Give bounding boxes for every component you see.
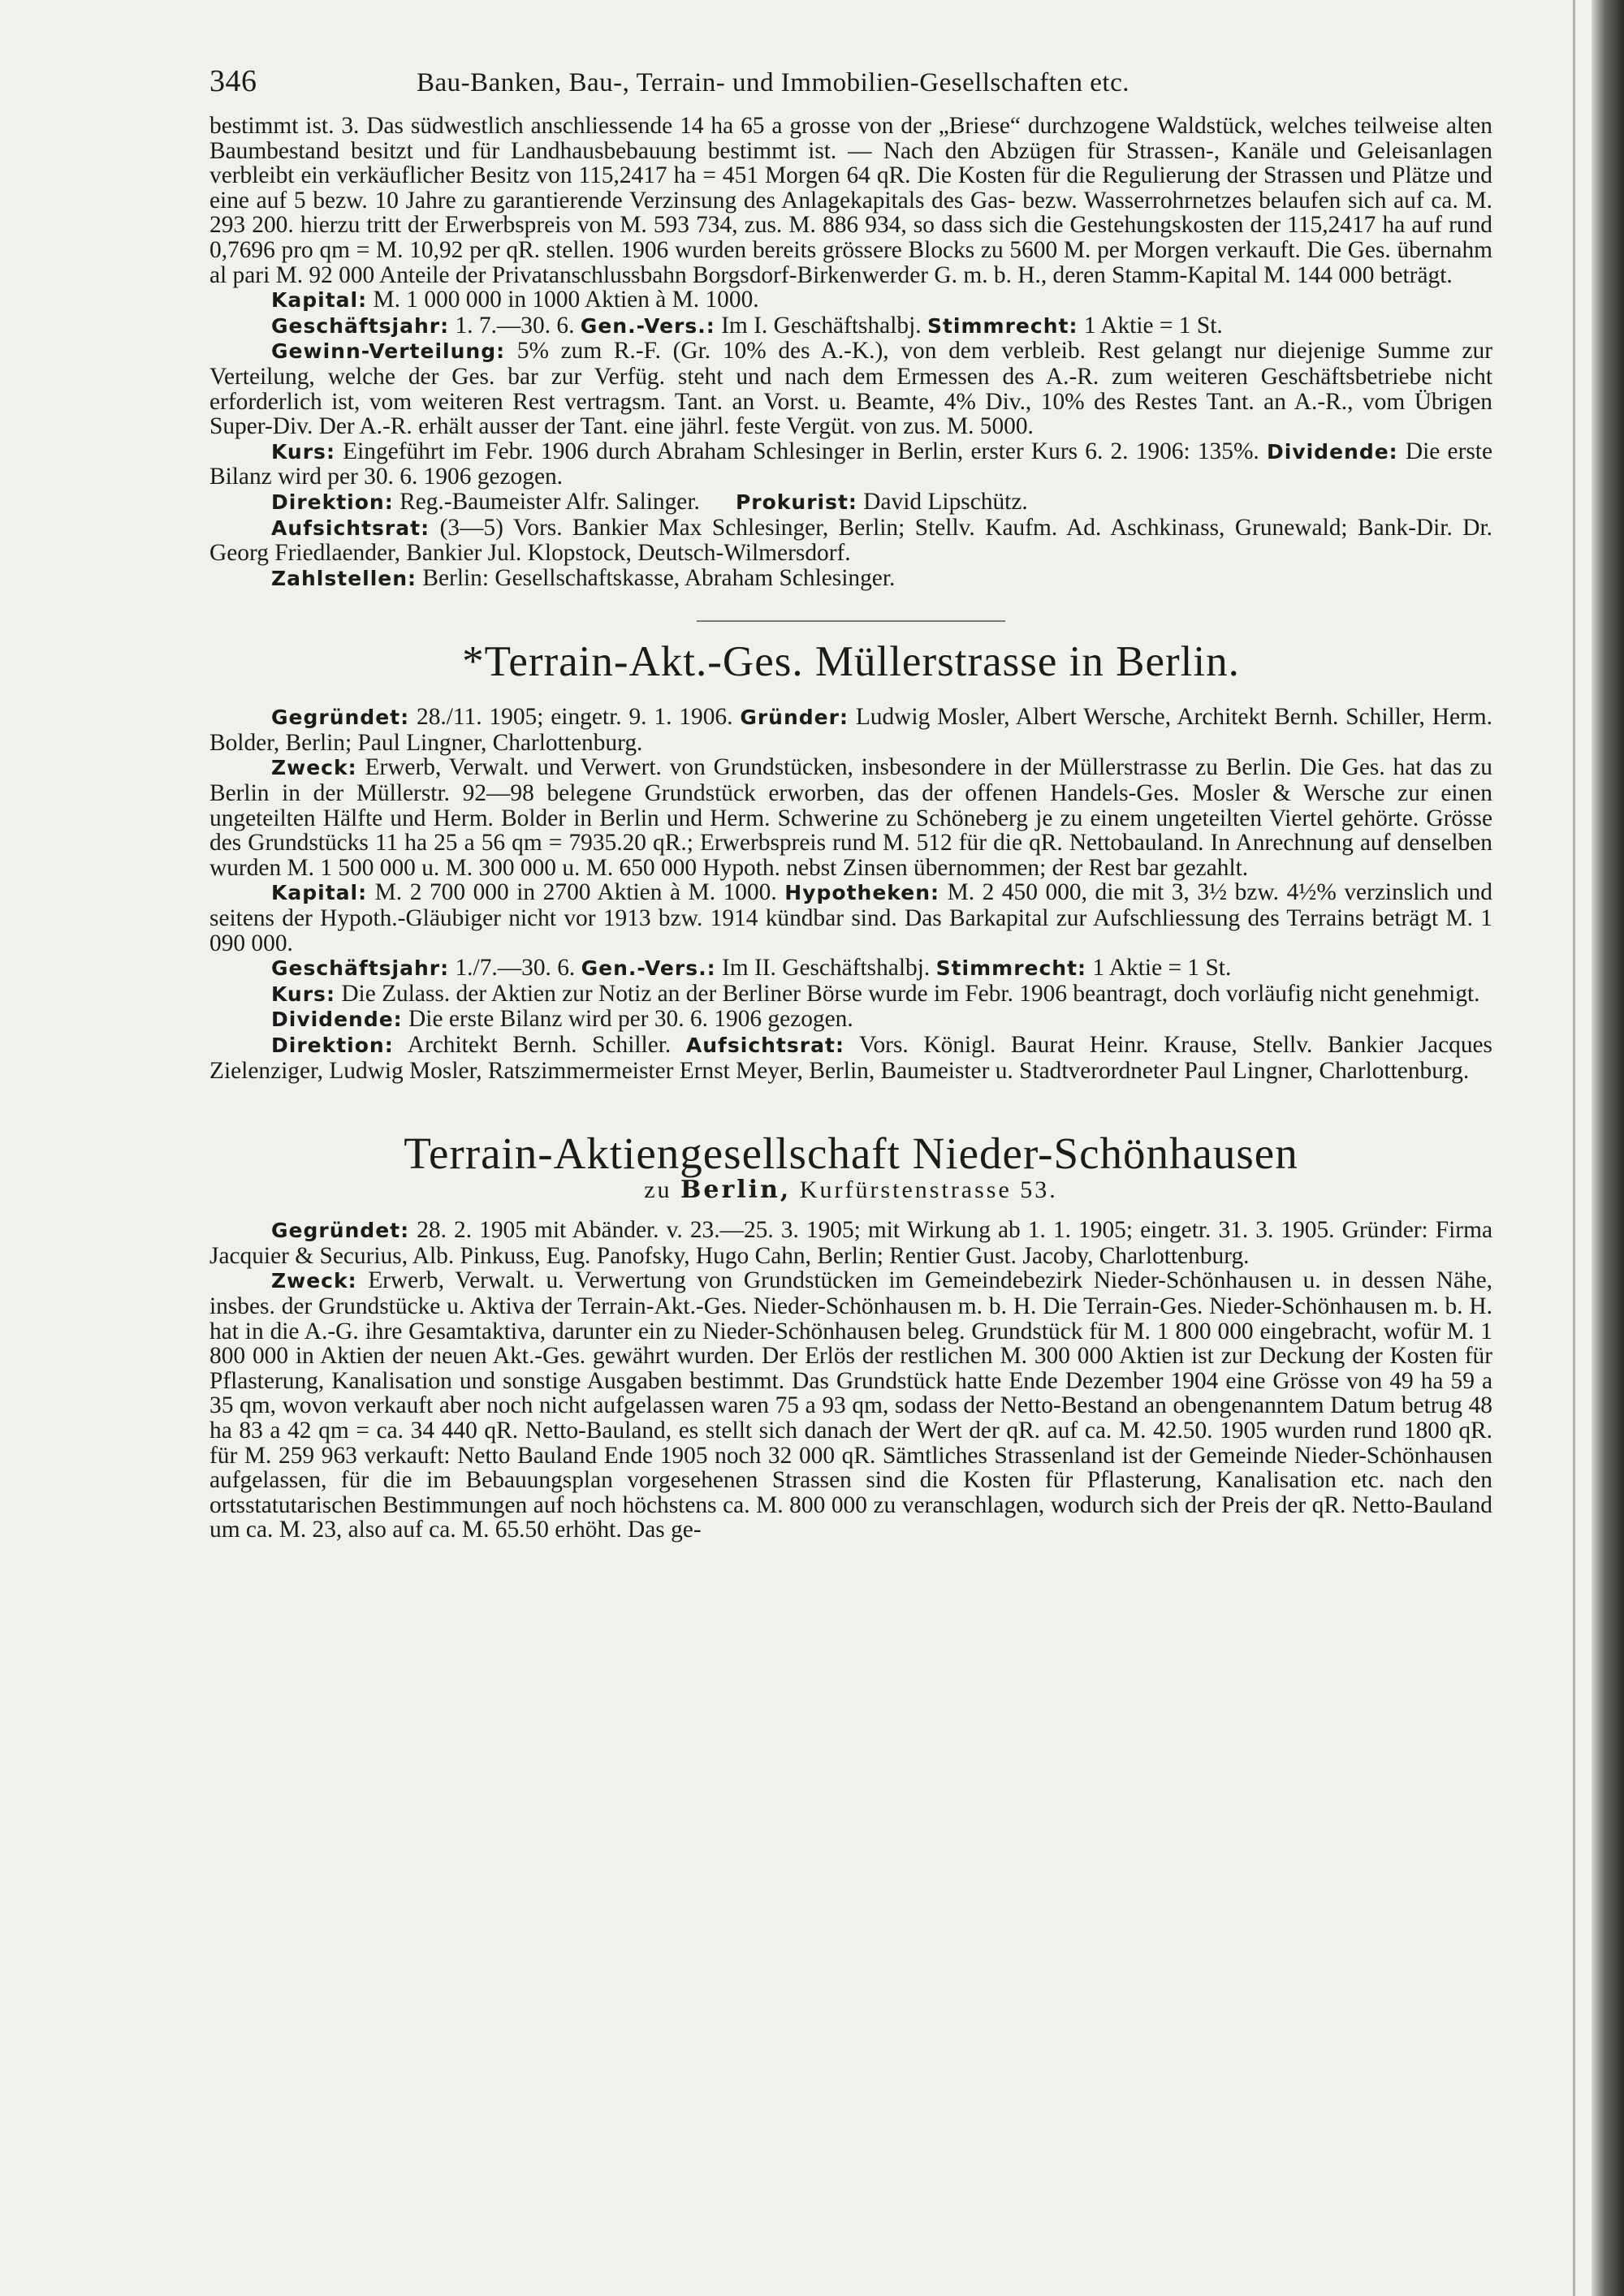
- gewinn-label: Gewinn-Verteilung:: [271, 339, 506, 364]
- company-heading-muellerstrasse: *Terrain-Akt.-Ges. Müllerstrasse in Berlin.: [462, 638, 1240, 686]
- dividende-label: Dividende:: [1267, 439, 1398, 464]
- dividende-entry: [209, 1007, 1492, 1033]
- gewinn-text: 5% zum R.-F. (Gr. 10% des A.-K.), von dem verbleib. Rest gelangt nur diejenige Summe zur Verteilung, welche der Ges. bar zur Verfüg. steht und nach dem Ermessen des A.-R. zum weiteren Geschäftsbetriebe nicht erforderlich ist, vom weiteren Rest vertragsm. Tant. an Vorst. u. Beamte, 4% Div., 10% des Restes Tant. an A.-R., vom Übrigen Super-Div. Der A.-R. erhält ausser der Tant. eine jährl. feste Vergüt. von zus. M. 5000.: [209, 338, 1492, 440]
- hypotheken-text: M. 2 450 000, die mit 3, 3½ bzw. 4½% verzinslich und seitens der Hypoth.-Gläubiger nicht vor 1913 bzw. 1914 kündbar sind. Das Barkapital zur Aufschliessung des Terrains beträgt M. 1 090 000.: [209, 879, 1492, 956]
- gegruendet-label: Gegründet:: [271, 1219, 410, 1243]
- geschaeftsjahr-text: 1. 7.—30. 6.: [455, 312, 575, 339]
- zweck-label: Zweck:: [271, 756, 357, 780]
- gewinn-entry: [209, 339, 1492, 438]
- stimmrecht-label: Stimmrecht:: [935, 956, 1087, 981]
- prokurist-label: Prokurist:: [735, 490, 857, 514]
- running-title: Bau-Banken, Bau-, Terrain- und Immobilien-Gesellschaften etc.: [417, 68, 1129, 97]
- kurs-text: Die Zulass. der Aktien zur Notiz an der Berliner Börse wurde im Febr. 1906 beantragt, doch vorläufig nicht genehmigt.: [341, 980, 1480, 1007]
- kapital-label: Kapital:: [271, 288, 368, 313]
- geschaeftsjahr-entry: [209, 956, 1492, 982]
- gruender-text: Ludwig Mosler, Albert Wersche, Architekt Bernh. Schiller, Herm. Bolder, Berlin; Paul Lingner, Charlottenburg.: [209, 704, 1492, 756]
- company-heading-nieder-schoenhausen: Terrain-Aktiengesellschaft Nieder-Schönhausen: [404, 1129, 1298, 1179]
- zweck-text: Erwerb, Verwalt. u. Verwertung von Grundstücken im Gemeindebezirk Nieder-Schönhausen u. in dessen Nähe, insbes. der Grundstücke u. Aktiva der Terrain-Akt.-Ges. Nieder-Schönhausen m. b. H. Die Terrain-Ges. Nieder-Schönhausen m. b. H. hat in die A.-G. ihre Gesamtaktiva, darunter ein zu Nieder-Schönhausen beleg. Grundstück für M. 1 800 000 eingebracht, wofür M. 1 800 000 in Aktien der neuen Akt.-Ges. gewährt wurden. Der Erlös der restlichen M. 300 000 Aktien ist zur Deckung der Kosten für Pflasterung, Kanalisation und sonstige Ausgaben bestimmt. Das Grundstück hatte Ende Dezember 1904 eine Grösse von 49 ha 59 a 35 qm, wovon verkauft aber noch nicht aufgelassen waren 75 a 93 qm, sodass der Netto-Bestand an obengenanntem Datum betrug 48 ha 83 a 42 qm = ca. 34 440 qR. Netto-Bauland, es stellt sich danach der Wert der qR. auf ca. M. 42.50. 1905 wurden rund 1800 qR. für M. 259 963 verkauft: Netto Bauland Ende 1905 noch 32 000 qR. Sämtliches Strassenland ist der Gemeinde Nieder-Schönhausen aufgelassen, für die im Bebauungsplan vorgesehenen Strassen sind die Kosten für Pflasterung, Kanalisation etc. nach den ortsstatutarischen Bestimmungen auf noch höchstens ca. M. 800 000 zu veranschlagen, wodurch sich der Preis der qR. Netto-Bauland um ca. M. 23, also auf ca. M. 65.50 erhöht. Das ge-: [209, 1267, 1492, 1543]
- kurs-label: Kurs:: [271, 982, 335, 1006]
- prokurist-text: David Lipschütz.: [863, 488, 1028, 515]
- page-number: 346: [209, 64, 257, 98]
- genvers-label: Gen.-Vers.:: [580, 313, 715, 338]
- gegruendet-text: 28. 2. 1905 mit Abänder. v. 23.—25. 3. 1905; mit Wirkung ab 1. 1. 1905; eingetr. 31. 3. 1905. Gründer: Firma Jacquier & Securius, Alb. Pinkuss, Eug. Panofsky, Hugo Cahn, Berlin; Rentier Gust. Jacoby, Charlottenburg.: [209, 1217, 1492, 1269]
- zweck-text: Erwerb, Verwalt. und Verwert. von Grundstücken, insbesondere in der Müllerstrasse zu Berlin. Die Ges. hat das zu Berlin in der Müllerstr. 92—98 belegene Grundstück erworben, das der offenen Handels-Ges. Mosler & Wersche zur einen ungeteilten Hälfte und Herm. Bolder in Berlin und Herm. Schwerine zu Schöneberg je zu einem ungeteilten Viertel gehörte. Grösse des Grundstücks 11 ha 25 a 56 qm = 7935.20 qR.; Erwerbspreis rund M. 512 für die qR. Nettobauland. In Anrechnung auf denselben wurden M. 1 500 000 u. M. 300 000 u. M. 650 000 Hypoth. nebst Zinsen übernommen; der Rest bar gezahlt.: [209, 754, 1492, 881]
- zweck-label: Zweck:: [271, 1269, 357, 1293]
- stimmrecht-text: 1 Aktie = 1 St.: [1083, 312, 1223, 339]
- aufsichtsrat-entry: [209, 516, 1492, 566]
- zweck-entry: [209, 755, 1492, 880]
- dividende-text: Die erste Bilanz wird per 30. 6. 1906 gezogen.: [209, 438, 1493, 490]
- kurs-label: Kurs:: [271, 439, 335, 464]
- direktion-text: Architekt Bernh. Schiller.: [407, 1032, 672, 1058]
- gegruendet-label: Gegründet:: [271, 706, 410, 730]
- geschaeftsjahr-label: Geschäftsjahr:: [271, 313, 450, 338]
- scan-shadow-line: [1573, 0, 1575, 2296]
- section-divider: [697, 620, 1005, 622]
- company-address: [209, 1177, 1492, 1203]
- direktion-label: Direktion:: [271, 1034, 394, 1057]
- gegruendet-entry: [209, 1218, 1492, 1268]
- kapital-label: Kapital:: [271, 881, 368, 905]
- dividende-label: Dividende:: [271, 1008, 403, 1032]
- direktion-text: Reg.-Baumeister Alfr. Salinger.: [400, 488, 700, 515]
- direktion-label: Direktion:: [271, 490, 394, 514]
- genvers-text: Im II. Geschäftshalbj.: [721, 955, 931, 982]
- gruender-label: Gründer:: [740, 706, 849, 730]
- genvers-text: Im I. Geschäftshalbj.: [721, 312, 922, 339]
- kurs-entry: [209, 982, 1492, 1008]
- kapital-entry: [209, 287, 1492, 313]
- gegruendet-entry: [209, 705, 1492, 755]
- kapital-text: M. 2 700 000 in 2700 Aktien à M. 1000.: [374, 879, 777, 906]
- stimmrecht-text: 1 Aktie = 1 St.: [1092, 955, 1232, 982]
- document-page: [209, 57, 1492, 1543]
- hypotheken-label: Hypotheken:: [784, 881, 939, 905]
- book-spine-edge: [1592, 0, 1624, 2296]
- zahlstellen-entry: [209, 566, 1492, 592]
- aufsichtsrat-label: Aufsichtsrat:: [685, 1034, 844, 1057]
- zweck-entry: [209, 1268, 1492, 1543]
- aufsichtsrat-label: Aufsichtsrat:: [271, 516, 430, 540]
- geschaeftsjahr-label: Geschäftsjahr:: [271, 956, 450, 981]
- aufsichtsrat-text: (3—5) Vors. Bankier Max Schlesinger, Berlin; Stellv. Kaufm. Ad. Aschkinass, Grunewald; Bank-Dir. Dr. Georg Friedlaender, Bankier Jul. Klopstock, Deutsch-Wilmersdorf.: [209, 514, 1492, 567]
- kapital-entry: [209, 880, 1492, 956]
- kurs-entry: [209, 439, 1492, 490]
- geschaeftsjahr-entry: [209, 313, 1492, 339]
- running-header: [209, 57, 1492, 106]
- stimmrecht-label: Stimmrecht:: [926, 313, 1078, 338]
- dividende-text: Die erste Bilanz wird per 30. 6. 1906 gezogen.: [408, 1006, 853, 1033]
- zahlstellen-text: Berlin: Gesellschaftskasse, Abraham Schlesinger.: [422, 564, 896, 591]
- address-city: Berlin,: [680, 1176, 792, 1205]
- genvers-label: Gen.-Vers.:: [581, 956, 716, 981]
- geschaeftsjahr-text: 1./7.—30. 6.: [455, 955, 576, 982]
- aufsichtsrat-text: Vors. Königl. Baurat Heinr. Krause, Stellv. Bankier Jacques Zielenziger, Ludwig Mosler, Ratszimmermeister Ernst Meyer, Berlin, Baumeister u. Stadtverordneter Paul Lingner, Charlottenburg.: [209, 1032, 1492, 1084]
- gegruendet-text: 28./11. 1905; eingetr. 9. 1. 1906.: [417, 704, 733, 731]
- continuation-paragraph: bestimmt ist. 3. Das südwestlich anschliessende 14 ha 65 a grosse von der „Briese“ durchzogene Waldstück, welches teilweise alten Baumbestand besitzt und für Landhausbebauung bestimmt ist. — Nach den Abzügen für Strassen-, Kanäle und Geleisanlagen verbleibt ein verkäuflicher Besitz von 115,2417 ha = 451 Morgen 64 qR. Die Kosten für die Regulierung der Strassen und Plätze und eine auf 5 bezw. 10 Jahre zu garantierende Verzinsung des Anlagekapitals des Gas- bezw. Wasserrohrnetzes belaufen sich auf ca. M. 293 200. hierzu tritt der Erwerbspreis von M. 593 734, zus. M. 886 934, so dass sich die Gestehungskosten der 115,2417 ha auf rund 0,7696 pro qm = M. 10,92 per qR. stellen. 1906 wurden bereits grössere Blocks zu 5600 M. per Morgen verkauft. Die Ges. übernahm al pari M. 92 000 Anteile der Privatanschlussbahn Borgsdorf-Birkenwerder G. m. b. H., deren Stamm-Kapital M. 144 000 beträgt.: [209, 113, 1492, 288]
- zahlstellen-label: Zahlstellen:: [271, 566, 417, 590]
- kapital-text: M. 1 000 000 in 1000 Aktien à M. 1000.: [373, 287, 759, 313]
- direktion-entry: [209, 490, 1492, 516]
- address-prefix: zu: [644, 1176, 672, 1204]
- direktion-entry: [209, 1033, 1492, 1083]
- address-street: Kurfürstenstrasse 53.: [799, 1176, 1058, 1204]
- kurs-text: Eingeführt im Febr. 1906 durch Abraham Schlesinger in Berlin, erster Kurs 6. 2. 1906: 135%.: [343, 438, 1259, 464]
